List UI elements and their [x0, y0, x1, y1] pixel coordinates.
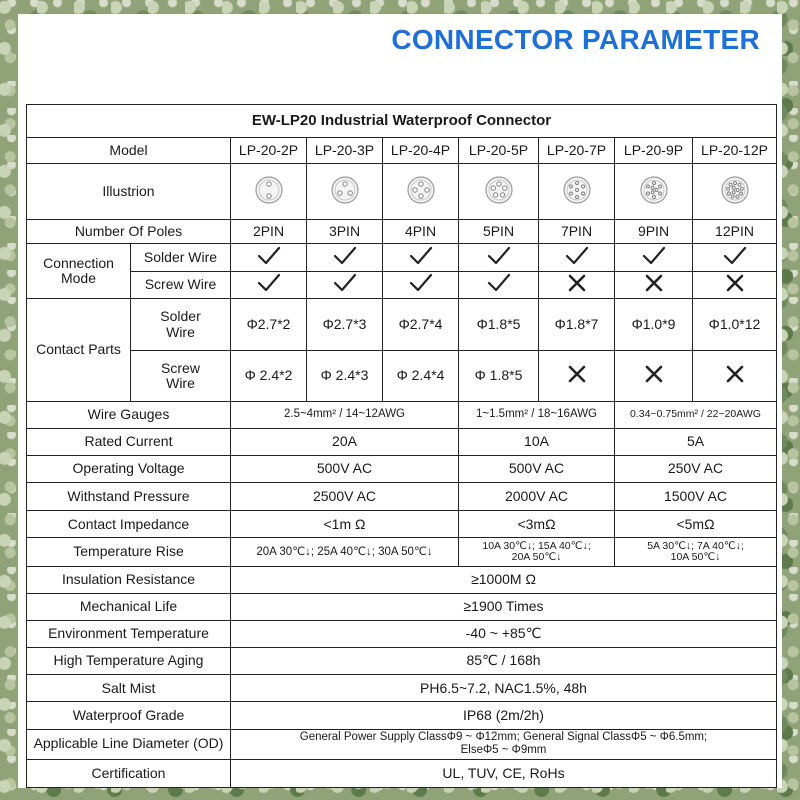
operating-voltage-cell: 500V AC — [459, 455, 615, 482]
connector-9pin-icon — [639, 175, 669, 205]
temperature-rise-cell: 5A 30℃↓; 7A 40℃↓; 10A 50℃↓ — [615, 538, 777, 566]
contact-impedance-cell: <1m Ω — [231, 511, 459, 538]
connection-screw-cell — [383, 271, 459, 298]
operating-voltage-cell: 500V AC — [231, 455, 459, 482]
temperature-rise-cell: 10A 30℃↓; 15A 40℃↓; 20A 50℃↓ — [459, 538, 615, 566]
row-label-connection-mode: Connection Mode — [27, 243, 131, 298]
wire-gauges-cell: 1~1.5mm² / 18~16AWG — [459, 401, 615, 428]
contact-screw-cell: Φ 2.4*2 — [231, 351, 307, 401]
check-icon — [486, 272, 512, 294]
check-icon — [722, 245, 748, 267]
row-label-withstand-pressure: Withstand Pressure — [27, 483, 231, 511]
certification-cell: UL, TUV, CE, RoHs — [231, 759, 777, 787]
model-cell: LP-20-7P — [539, 138, 615, 164]
withstand-pressure-cell: 2000V AC — [459, 483, 615, 511]
check-icon — [332, 245, 358, 267]
illustration-cell — [307, 164, 383, 219]
poles-cell: 12PIN — [693, 219, 777, 243]
parameter-panel — [18, 14, 782, 788]
check-icon — [256, 245, 282, 267]
row-label-waterproof-grade: Waterproof Grade — [27, 702, 231, 729]
row-label-mechanical-life: Mechanical Life — [27, 593, 231, 620]
wire-gauges-cell: 0.34~0.75mm² / 22~20AWG — [615, 401, 777, 428]
row-label-rated-current: Rated Current — [27, 428, 231, 455]
poles-cell: 9PIN — [615, 219, 693, 243]
row-label-environment-temperature: Environment Temperature — [27, 620, 231, 647]
contact-solder-cell: Φ2.7*4 — [383, 299, 459, 351]
rated-current-cell: 20A — [231, 428, 459, 455]
temperature-rise-cell: 20A 30℃↓; 25A 40℃↓; 30A 50℃↓ — [231, 538, 459, 566]
row-label-high-temp-aging: High Temperature Aging — [27, 648, 231, 675]
connection-solder-cell — [693, 243, 777, 271]
contact-solder-cell: Φ1.8*5 — [459, 299, 539, 351]
check-icon — [332, 272, 358, 294]
row-label-insulation-resistance: Insulation Resistance — [27, 566, 231, 593]
cross-icon — [722, 363, 748, 385]
environment-temperature-cell: -40 ~ +85℃ — [231, 620, 777, 647]
row-label-contact-solder: Solder Wire — [131, 299, 231, 351]
connection-screw-cell — [459, 271, 539, 298]
model-cell: LP-20-2P — [231, 138, 307, 164]
row-label-illustration: Illustrion — [27, 164, 231, 219]
poles-cell: 2PIN — [231, 219, 307, 243]
row-label-salt-mist: Salt Mist — [27, 675, 231, 702]
poles-cell: 3PIN — [307, 219, 383, 243]
connector-12pin-icon — [720, 175, 750, 205]
contact-screw-cell — [539, 351, 615, 401]
connection-solder-cell — [231, 243, 307, 271]
row-label-certification: Certification — [27, 759, 231, 787]
poles-cell: 4PIN — [383, 219, 459, 243]
connector-4pin-icon — [406, 175, 436, 205]
high-temp-aging-cell: 85℃ / 168h — [231, 648, 777, 675]
contact-screw-cell — [615, 351, 693, 401]
mechanical-life-cell: ≥1900 Times — [231, 593, 777, 620]
row-label-contact-screw: Screw Wire — [131, 351, 231, 401]
check-icon — [564, 245, 590, 267]
connection-solder-cell — [539, 243, 615, 271]
wire-gauges-cell: 2.5~4mm² / 14~12AWG — [231, 401, 459, 428]
contact-solder-cell: Φ2.7*2 — [231, 299, 307, 351]
contact-impedance-cell: <3mΩ — [459, 511, 615, 538]
rated-current-cell: 5A — [615, 428, 777, 455]
connection-screw-cell — [231, 271, 307, 298]
connection-solder-cell — [459, 243, 539, 271]
contact-screw-cell: Φ 2.4*3 — [307, 351, 383, 401]
operating-voltage-cell: 250V AC — [615, 455, 777, 482]
check-icon — [408, 245, 434, 267]
connection-screw-cell — [307, 271, 383, 298]
illustration-cell — [693, 164, 777, 219]
withstand-pressure-cell: 1500V AC — [615, 483, 777, 511]
poles-cell: 7PIN — [539, 219, 615, 243]
row-label-contact-impedance: Contact Impedance — [27, 511, 231, 538]
contact-screw-cell: Φ 1.8*5 — [459, 351, 539, 401]
connection-solder-cell — [615, 243, 693, 271]
poles-cell: 5PIN — [459, 219, 539, 243]
cross-icon — [641, 272, 667, 294]
illustration-cell — [459, 164, 539, 219]
line-diameter-cell: General Power Supply ClassΦ9 ~ Φ12mm; General Signal ClassΦ5 ~ Φ6.5mm; ElseΦ5 ~ Φ9mm — [231, 729, 777, 759]
row-label-wire-gauges: Wire Gauges — [27, 401, 231, 428]
contact-solder-cell: Φ1.0*9 — [615, 299, 693, 351]
model-cell: LP-20-9P — [615, 138, 693, 164]
insulation-resistance-cell: ≥1000M Ω — [231, 566, 777, 593]
cross-icon — [722, 272, 748, 294]
contact-screw-cell — [693, 351, 777, 401]
connection-screw-cell — [693, 271, 777, 298]
check-icon — [641, 245, 667, 267]
connection-solder-cell — [383, 243, 459, 271]
row-label-line-diameter: Applicable Line Diameter (OD) — [27, 729, 231, 759]
contact-solder-cell: Φ2.7*3 — [307, 299, 383, 351]
contact-impedance-cell: <5mΩ — [615, 511, 777, 538]
connector-7pin-icon — [562, 175, 592, 205]
cross-icon — [564, 272, 590, 294]
row-label-solder-wire: Solder Wire — [131, 243, 231, 271]
contact-solder-cell: Φ1.8*7 — [539, 299, 615, 351]
waterproof-grade-cell: IP68 (2m/2h) — [231, 702, 777, 729]
cross-icon — [564, 363, 590, 385]
row-label-operating-voltage: Operating Voltage — [27, 455, 231, 482]
connection-solder-cell — [307, 243, 383, 271]
model-cell: LP-20-3P — [307, 138, 383, 164]
row-label-model: Model — [27, 138, 231, 164]
illustration-cell — [539, 164, 615, 219]
model-cell: LP-20-12P — [693, 138, 777, 164]
withstand-pressure-cell: 2500V AC — [231, 483, 459, 511]
contact-screw-cell: Φ 2.4*4 — [383, 351, 459, 401]
cross-icon — [641, 363, 667, 385]
page-title: CONNECTOR PARAMETER — [391, 24, 760, 55]
check-icon — [486, 245, 512, 267]
row-label-temperature-rise: Temperature Rise — [27, 538, 231, 566]
check-icon — [256, 272, 282, 294]
row-label-contact-parts: Contact Parts — [27, 299, 131, 402]
connection-screw-cell — [615, 271, 693, 298]
connection-screw-cell — [539, 271, 615, 298]
row-label-screw-wire: Screw Wire — [131, 271, 231, 298]
illustration-cell — [615, 164, 693, 219]
parameter-table — [26, 104, 777, 788]
contact-solder-cell: Φ1.0*12 — [693, 299, 777, 351]
connector-2pin-icon — [254, 175, 284, 205]
connector-5pin-icon — [484, 175, 514, 205]
rated-current-cell: 10A — [459, 428, 615, 455]
model-cell: LP-20-5P — [459, 138, 539, 164]
table-title: EW-LP20 Industrial Waterproof Connector — [27, 105, 777, 138]
salt-mist-cell: PH6.5~7.2, NAC1.5%, 48h — [231, 675, 777, 702]
connector-3pin-icon — [330, 175, 360, 205]
illustration-cell — [383, 164, 459, 219]
check-icon — [408, 272, 434, 294]
illustration-cell — [231, 164, 307, 219]
model-cell: LP-20-4P — [383, 138, 459, 164]
row-label-poles: Number Of Poles — [27, 219, 231, 243]
